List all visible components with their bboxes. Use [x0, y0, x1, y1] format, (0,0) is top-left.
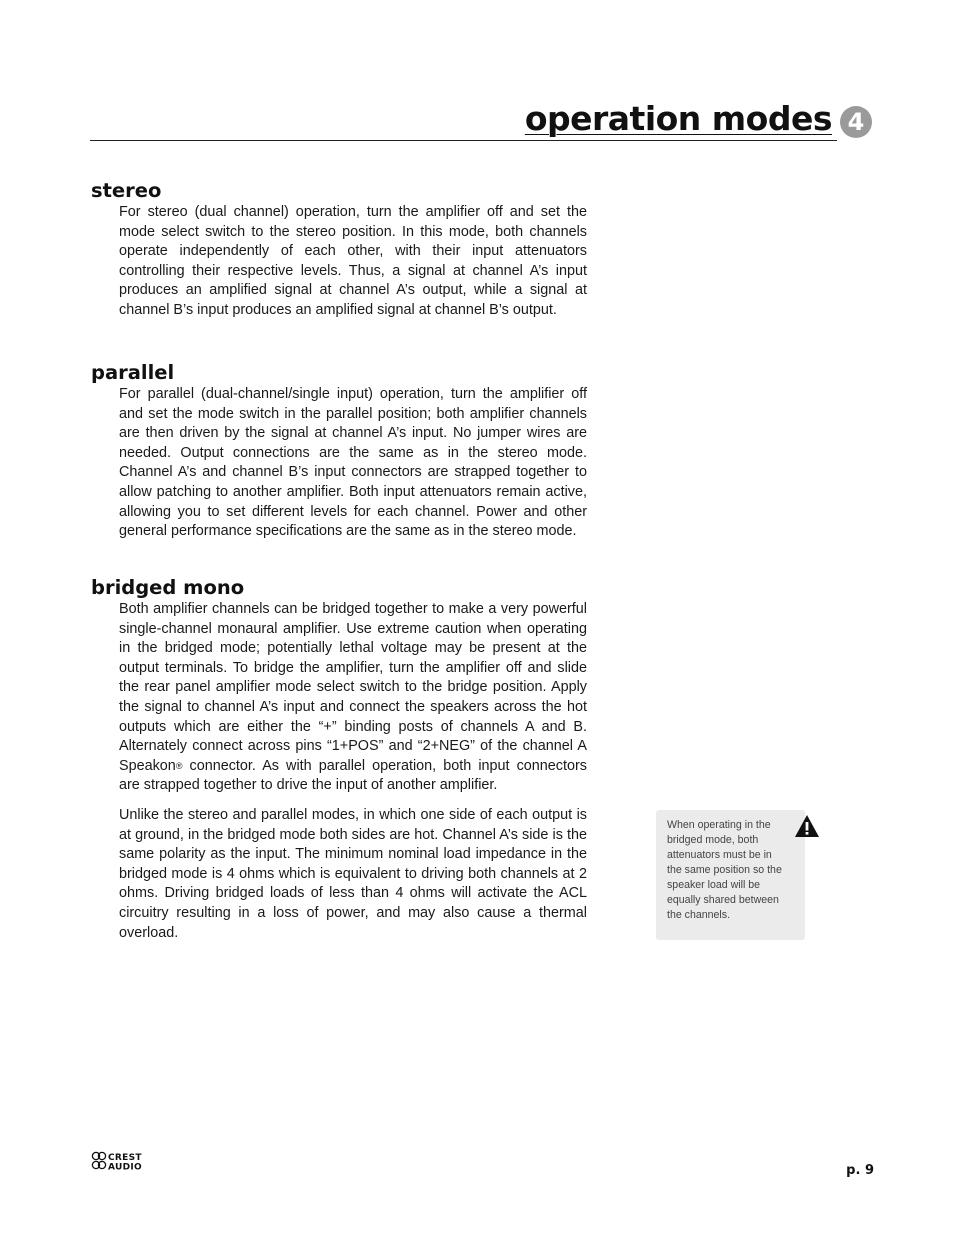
- svg-text:CREST: CREST: [108, 1153, 142, 1163]
- stereo-paragraph: For stereo (dual channel) operation, turn the amplifier off and set the mode select switch to the stereo position. In this mode, both channels operate independently of each other, with their input attenuators controlling their respective levels. Thus, a signal at channel A’s input produces an amplified signal at channel A’s output, while a signal at channel B’s input produces an amplified signal at channel B’s output.: [119, 204, 587, 318]
- bridged-mono-paragraph-2: Unlike the stereo and parallel modes, in which one side of each output is at ground, in the bridged mode both sides are hot. Channel A’s side is the same polarity as the input. The minimum nominal load impedance in the bridged mode is 4 ohms which is equivalent to driving both channels at 2 ohms. Driving bridged loads of less than 4 ohms will activate the ACL circuitry resulting in a loss of power, and may also cause a thermal overload.: [119, 807, 587, 941]
- page-number: p. 9: [846, 1163, 874, 1178]
- registered-trademark-mark: ®: [175, 760, 183, 771]
- section-heading-stereo: stereo: [91, 179, 162, 202]
- bridged-paragraph-1-text: Both amplifier channels can be bridged together to make a very powerful single-channel monaural amplifier. Use extreme caution when operating in the bridged mode; potentially lethal voltage may be present at the output terminals. To bridge the amplifier, turn the amplifier off and slide the rear panel amplifier mode select switch to the bridge position. Apply the signal to channel A’s input and connect the speakers across the hot outputs which are either the “+” binding posts of channels A and B. Alternately connect across pins “1+POS” and “2+NEG” of the channel A Speakon: [119, 601, 587, 774]
- bridged-mono-paragraph-1: [119, 600, 587, 796]
- page-title: operation modes: [524, 99, 832, 138]
- side-note: [656, 810, 805, 940]
- section-heading-parallel: parallel: [91, 361, 175, 384]
- chapter-number-badge: 4: [840, 106, 872, 138]
- svg-text:AUDIO: AUDIO: [108, 1162, 142, 1172]
- bridged-paragraph-1-tail: connector. As with parallel operation, both input connectors are strapped together to drive the input of another amplifier.: [119, 757, 587, 794]
- parallel-paragraph: For parallel (dual-channel/single input) operation, turn the amplifier off and set the mode switch in the parallel position; both amplifier channels are then driven by the signal at channel A’s input. No jumper wires are needed. Output connections are the same as in the stereo mode. Channel A’s and channel B’s input connectors are strapped together to allow patching to another amplifier. Both input attenuators remain active, allowing you to set different levels for each channel. Power and other general performance specifications are the same as in the stereo mode.: [119, 386, 587, 540]
- section-heading-bridged-mono: bridged mono: [91, 576, 245, 599]
- crest-audio-logo: [91, 1150, 163, 1172]
- side-note-text: When operating in the bridged mode, both attenuators must be in the same position so the speaker load will be equally shared between the channels.: [667, 819, 782, 921]
- header-rule: [90, 140, 837, 141]
- warning-triangle-icon: [794, 814, 820, 838]
